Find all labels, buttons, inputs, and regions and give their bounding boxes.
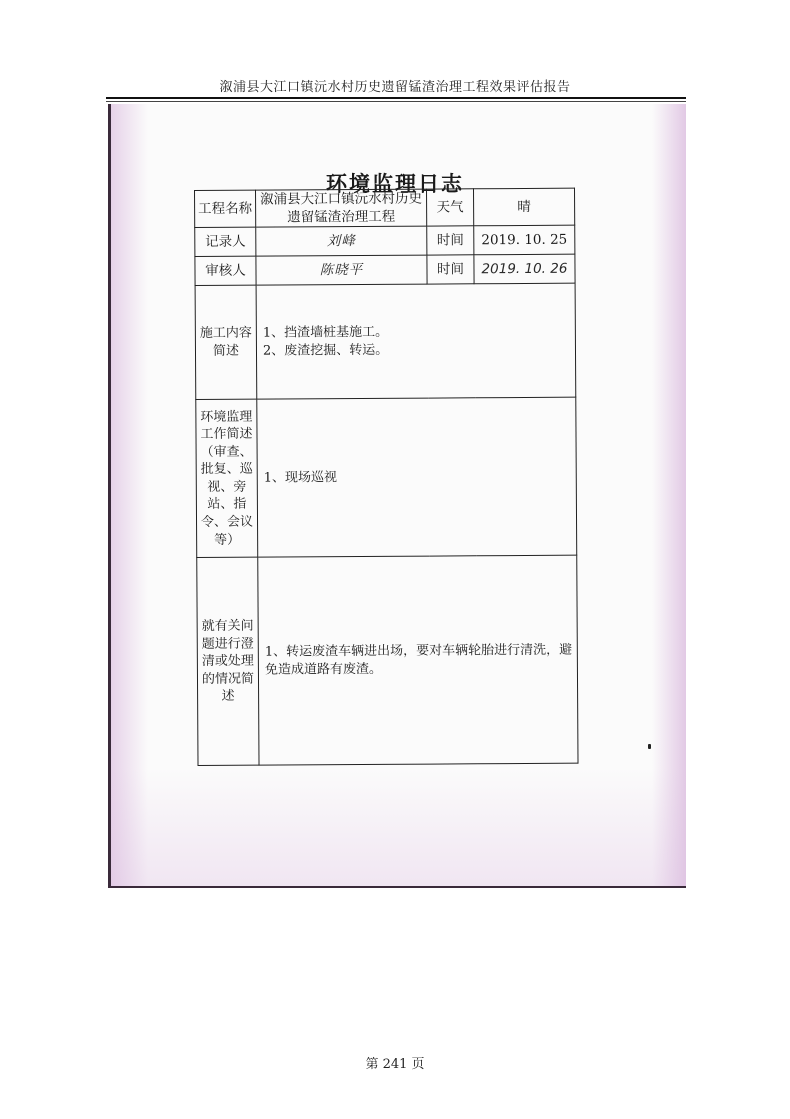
construction-summary-label: 施工内容简述 — [195, 286, 257, 400]
table-row-reviewer — [195, 255, 575, 286]
project-value-line2: 遗留锰渣治理工程 — [287, 208, 396, 226]
recorder-signature: 刘峰 — [256, 227, 427, 257]
report-header-title: 溆浦县大江口镇沅水村历史遗留锰渣治理工程效果评估报告 — [219, 80, 571, 95]
table-row-project — [195, 188, 575, 228]
header-rule-thin — [106, 101, 686, 102]
monitoring-summary-label: 环境监理工作简述（审查、批复、巡视、旁站、指令、会议等） — [196, 400, 258, 558]
monitoring-log-table — [194, 188, 579, 767]
weather-value: 晴 — [473, 188, 574, 226]
construction-line-1: 1、挡渣墙桩基施工。 — [262, 325, 389, 341]
recorder-time-label: 时间 — [427, 226, 474, 255]
reviewer-time-label: 时间 — [427, 255, 474, 284]
page-number: 第 241 页 — [365, 1057, 425, 1072]
reviewer-time-value: 2019. 10. 26 — [474, 255, 575, 285]
log-title: 环境监理日志 — [326, 172, 464, 196]
issues-line-2: 免造成道路有废渣。 — [264, 661, 382, 678]
recorder-time-value: 2019. 10. 25 — [474, 226, 575, 256]
issues-summary-content — [258, 556, 578, 766]
reviewer-label: 审核人 — [195, 257, 256, 286]
project-value — [256, 189, 427, 227]
weather-label: 天气 — [426, 189, 473, 227]
project-label: 工程名称 — [195, 190, 256, 228]
issues-summary-label: 就有关问题进行澄清或处理的情况简述 — [197, 558, 259, 766]
table-row-recorder — [195, 226, 575, 257]
monitoring-summary-content — [257, 398, 577, 558]
table-row-monitoring — [196, 398, 577, 558]
scan-edge-bottom — [108, 886, 686, 888]
reviewer-signature: 陈晓平 — [256, 256, 427, 286]
issues-line-1: 1、转运废渣车辆进出场，要对车辆轮胎进行清洗，避 — [264, 643, 573, 660]
monitoring-line-1: 1、现场巡视 — [263, 470, 338, 486]
recorder-label: 记录人 — [195, 228, 256, 257]
table-row-construction — [195, 284, 576, 400]
scan-tint-bottom — [108, 768, 686, 888]
construction-line-2: 2、废渣挖掘、转运。 — [262, 342, 389, 359]
table-row-issues — [197, 556, 578, 766]
scan-speck — [648, 744, 651, 749]
header-rule — [106, 97, 686, 99]
project-value-line1: 溆浦县大江口镇沅水村历史 — [260, 190, 423, 208]
construction-summary-content — [256, 284, 576, 400]
scan-edge-left — [108, 104, 111, 888]
